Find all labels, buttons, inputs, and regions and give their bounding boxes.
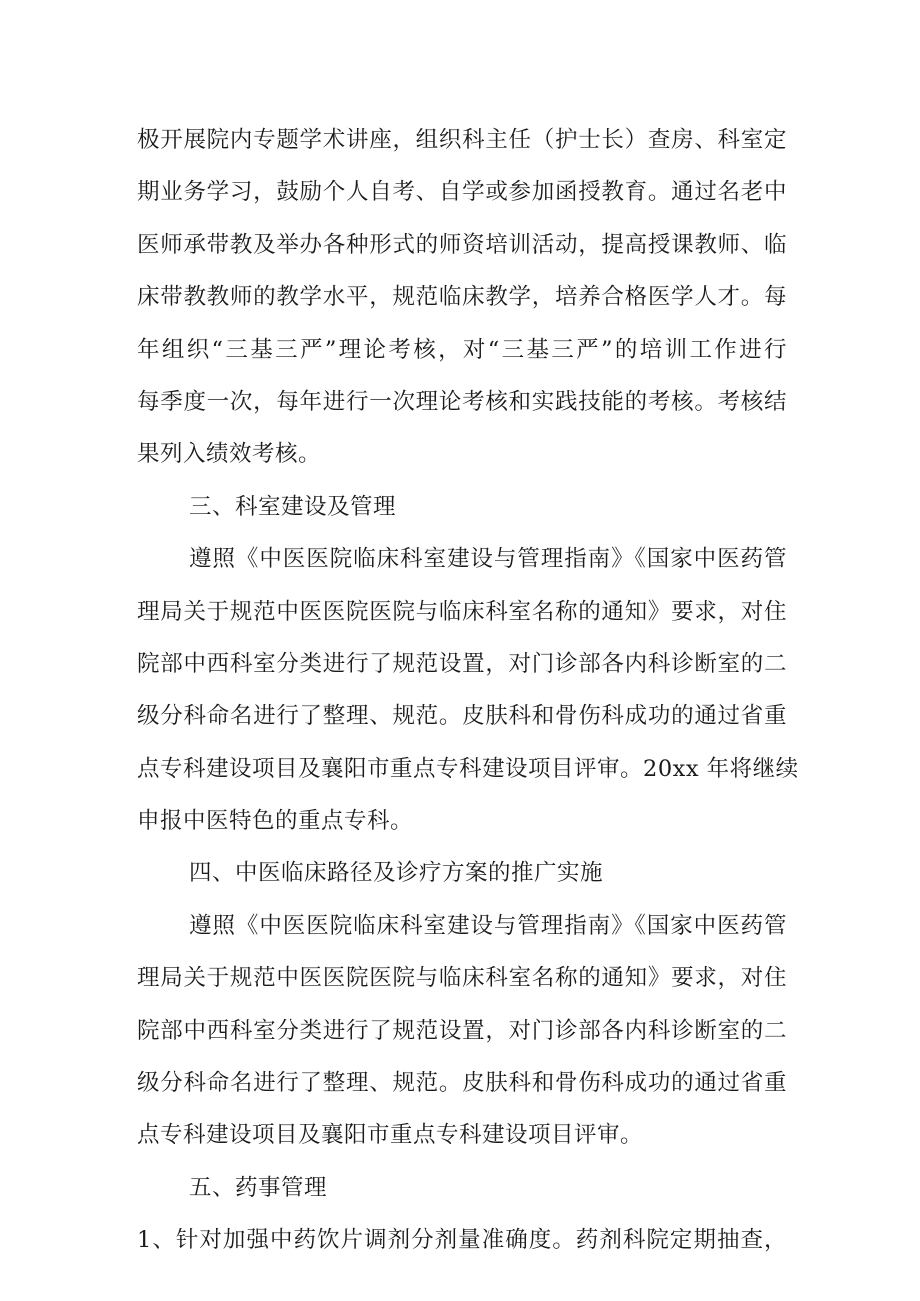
paragraph-department-construction — [137, 533, 799, 847]
document-page — [137, 114, 799, 1267]
text-line: 1、针对加强中药饮片调剂分剂量准确度。药剂科院定期抽查， — [137, 1227, 787, 1254]
text-line: 院部中西科室分类进行了规范设置，对门诊部各内科诊断室的二 — [137, 1017, 787, 1044]
paragraph-training — [137, 114, 787, 481]
text-line: 理局关于规范中医医院医院与临床科室名称的通知》要求，对住 — [137, 965, 787, 992]
text-line: 医师承带教及举办各种形式的师资培训活动，提高授课教师、临 — [137, 231, 787, 258]
text-line: 果列入绩效考核。 — [137, 441, 322, 468]
text-line: 点专科建设项目及襄阳市重点专科建设项目评审。20xx 年将继续 — [137, 755, 799, 782]
paragraph-pharmacy — [137, 1214, 787, 1266]
paragraph-clinical-pathway — [137, 900, 787, 1162]
text-line: 申报中医特色的重点专科。 — [137, 808, 414, 835]
text-line: 点专科建设项目及襄阳市重点专科建设项目评审。 — [137, 1122, 644, 1149]
text-line: 遵照《中医医院临床科室建设与管理指南》《国家中医药管 — [189, 912, 787, 939]
text-line: 期业务学习，鼓励个人自考、自学或参加函授教育。通过名老中 — [137, 179, 787, 206]
section-heading-5: 五、药事管理 — [189, 1174, 328, 1201]
text-line: 极开展院内专题学术讲座，组织科主任（护士长）查房、科室定 — [137, 127, 787, 153]
text-line: 遵照《中医医院临床科室建设与管理指南》《国家中医药管 — [189, 546, 787, 573]
text-line: 床带教教师的教学水平，规范临床教学，培养合格医学人才。每 — [137, 284, 787, 311]
text-line: 院部中西科室分类进行了规范设置，对门诊部各内科诊断室的二 — [137, 650, 787, 677]
text-line: 级分科命名进行了整理、规范。皮肤科和骨伤科成功的通过省重 — [137, 703, 787, 730]
text-line: 理局关于规范中医医院医院与临床科室名称的通知》要求，对住 — [137, 598, 787, 625]
text-line: 年组织“三基三严”理论考核，对“三基三严”的培训工作进行 — [137, 336, 787, 363]
text-line: 每季度一次，每年进行一次理论考核和实践技能的考核。考核结 — [137, 388, 787, 415]
section-heading-4: 四、中医临床路径及诊疗方案的推广实施 — [189, 860, 604, 887]
section-heading-3: 三、科室建设及管理 — [189, 493, 397, 520]
text-line: 级分科命名进行了整理、规范。皮肤科和骨伤科成功的通过省重 — [137, 1070, 787, 1097]
